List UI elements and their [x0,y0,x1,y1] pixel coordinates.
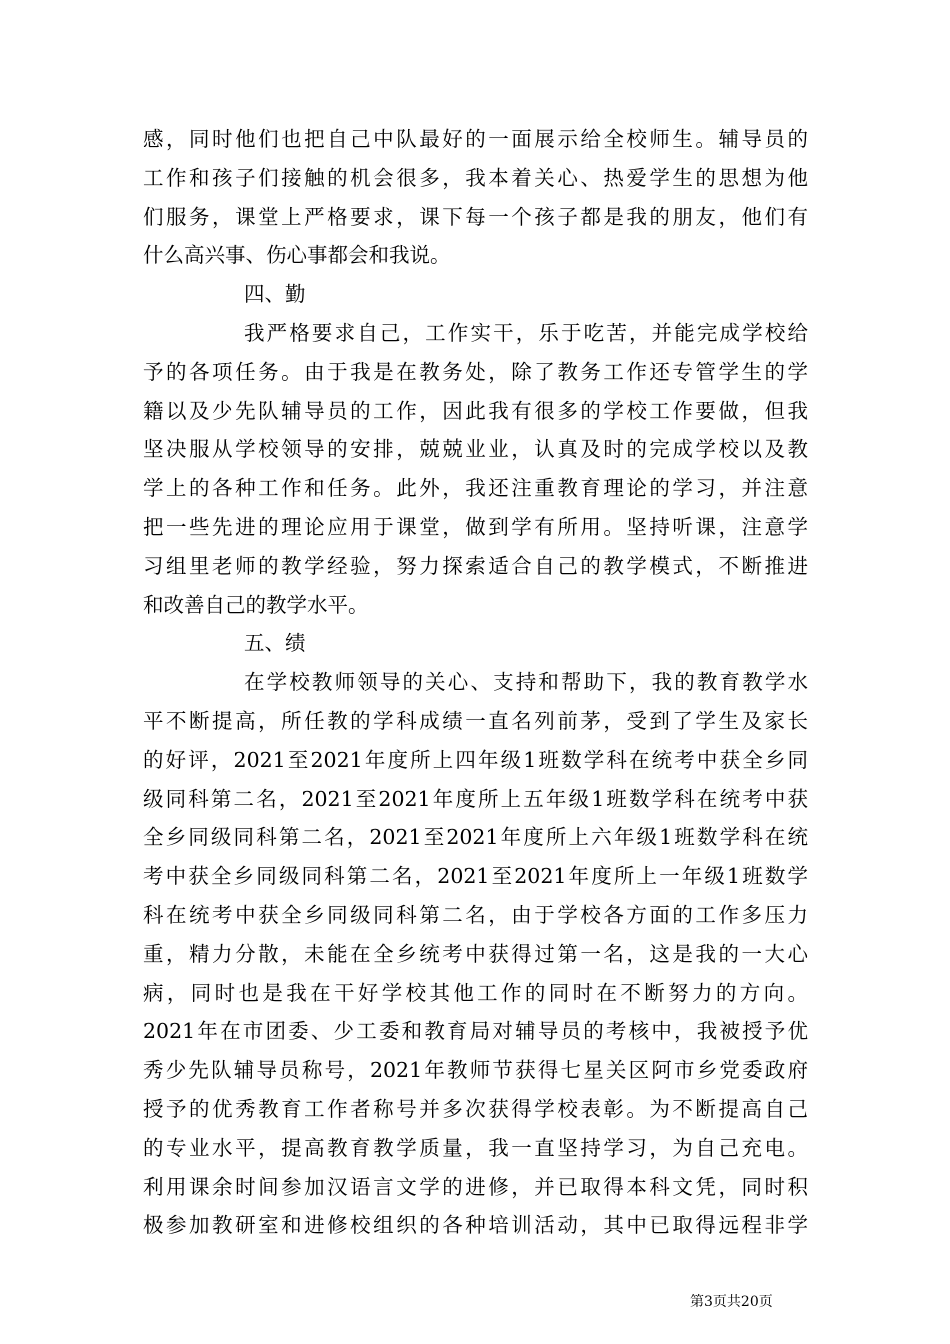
text-line: 籍以及少先队辅导员的工作，因此我有很多的学校工作要做，但我 [143,398,808,423]
text-line: 工作和孩子们接触的机会很多，我本着关心、热爱学生的思想为他 [143,165,808,190]
text-line: 什么高兴事、伤心事都会和我说。 [143,243,451,268]
text-line: 把一些先进的理论应用于课堂，做到学有所用。坚持听课，注意学 [143,514,808,539]
text-line: 重，精力分散，未能在全乡统考中获得过第一名，这是我的一大心 [143,941,808,966]
text-line: 科在统考中获全乡同级同科第二名，由于学校各方面的工作多压力 [143,902,808,927]
text-line: 在学校教师领导的关心、支持和帮助下，我的教育教学水 [244,670,808,695]
page-number-footer: 第3页共20页 [690,1294,773,1310]
body-text [143,120,808,1245]
section-heading-ji: 五、绩 [244,631,306,656]
text-line: 考中获全乡同级同科第二名，2021至2021年度所上一年级1班数学 [143,864,808,889]
text-line: 习组里老师的教学经验，努力探索适合自己的教学模式，不断推进 [143,553,808,578]
text-line: 病，同时也是我在干好学校其他工作的同时在不断努力的方向。 [143,980,808,1005]
text-line: 的专业水平，提高教育教学质量，我一直坚持学习，为自己充电。 [143,1135,808,1160]
text-line: 2021年在市团委、少工委和教育局对辅导员的考核中，我被授予优 [143,1019,808,1044]
text-line: 我严格要求自己，工作实干，乐于吃苦，并能完成学校给 [244,320,808,345]
text-line: 授予的优秀教育工作者称号并多次获得学校表彰。为不断提高自己 [143,1096,808,1121]
text-line: 级同科第二名，2021至2021年度所上五年级1班数学科在统考中获 [143,786,808,811]
text-line: 和改善自己的教学水平。 [143,592,369,617]
text-line: 坚决服从学校领导的安排，兢兢业业，认真及时的完成学校以及教 [143,437,808,462]
section-heading-qin: 四、勤 [244,282,306,307]
text-line: 全乡同级同科第二名，2021至2021年度所上六年级1班数学科在统 [143,825,808,850]
text-line: 感，同时他们也把自己中队最好的一面展示给全校师生。辅导员的 [143,127,808,151]
text-line: 极参加教研室和进修校组织的各种培训活动，其中已取得远程非学 [143,1213,808,1238]
text-line: 学上的各种工作和任务。此外，我还注重教育理论的学习，并注意 [143,476,808,501]
text-line: 们服务，课堂上严格要求，课下每一个孩子都是我的朋友，他们有 [143,204,808,229]
text-line: 秀少先队辅导员称号，2021年教师节获得七星关区阿市乡党委政府 [143,1058,808,1083]
text-line: 予的各项任务。由于我是在教务处，除了教务工作还专管学生的学 [143,359,808,384]
text-line: 的好评，2021至2021年度所上四年级1班数学科在统考中获全乡同 [143,747,808,772]
text-line: 利用课余时间参加汉语言文学的进修，并已取得本科文凭，同时积 [143,1174,808,1199]
text-line: 平不断提高，所任教的学科成绩一直名列前茅，受到了学生及家长 [143,708,808,733]
